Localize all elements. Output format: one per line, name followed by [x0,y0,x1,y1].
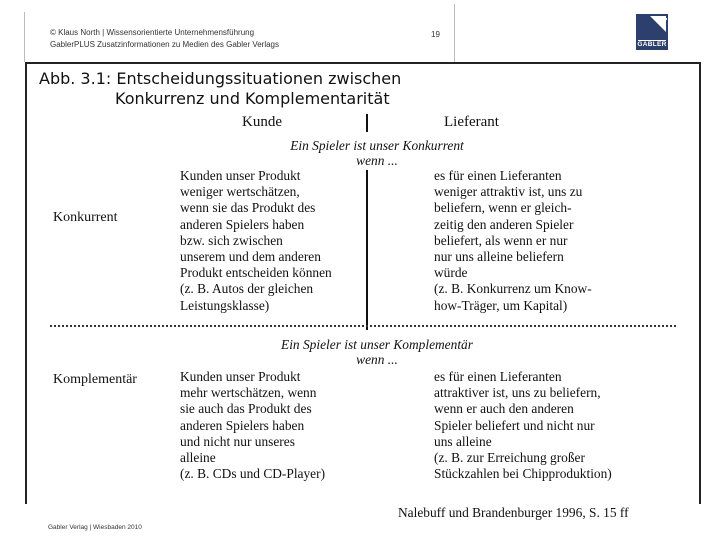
konkurrent-lieferant-text: es für einen Lieferanten weniger attraktiv ist, uns zu beliefern, wenn er gleich- zeitig den anderen Spieler beliefert, als wenn er nur nur uns alleine beliefern würde (z. B. Konkurrenz um Know- how-Träger, um Kapital) [434,168,592,313]
section-komplementaer-heading-line1: Ein Spieler ist unser Komplementär [281,337,473,352]
gabler-logo [636,14,668,50]
column-header-lieferant: Lieferant [444,114,499,130]
konkurrent-kunde-text: Kunden unser Produkt weniger wertschätzen, wenn sie das Produkt des anderen Spielers haben bzw. sich zwischen unserem und dem anderen Produkt entscheiden können (z. B. Autos der gleichen Leistungsklasse) [180,168,332,313]
section-separator [50,325,676,327]
header-divider-right [454,4,455,62]
footer-publisher: Gabler Verlag | Wiesbaden 2010 [48,524,142,531]
komplementaer-kunde-text: Kunden unser Produkt mehr wertschätzen, wenn sie auch das Produkt des anderen Spielers haben und nicht nur unseres alleine (z. B. CDs und CD-Player) [180,369,326,482]
source-citation: Nalebuff und Brandenburger 1996, S. 15 ff [398,505,629,520]
page-number: 19 [431,30,440,39]
section-komplementaer-heading [227,337,527,367]
header-publisher: GablerPLUS Zusatzinformationen zu Medien des Gabler Verlags [50,40,280,49]
komplementaer-lieferant-text: es für einen Lieferanten attraktiver ist, uns zu beliefern, wenn er auch den anderen Spieler beliefert und nicht nur uns alleine (z. B. zur Erreichung großer Stückzahlen bei Chipproduktion) [434,369,612,482]
gabler-logo-text: GABLER [637,41,667,48]
column-header-kunde: Kunde [242,114,282,130]
figure-title-line2: Konkurrenz und Komplementarität [115,89,390,108]
figure-title-line1: Abb. 3.1: Entscheidungssituationen zwischen [39,69,402,88]
section-konkurrent-heading-line1: Ein Spieler ist unser Konkurrent [290,138,464,153]
row-label-konkurrent: Konkurrent [53,210,118,225]
row-label-komplementaer: Komplementär [53,372,137,387]
column-divider-top [366,114,368,132]
section-konkurrent-divider [366,170,368,330]
section-konkurrent-heading [227,138,527,168]
section-komplementaer-heading-line2: wenn ... [356,352,398,367]
section-konkurrent-heading-line2: wenn ... [356,153,398,168]
header-divider-left [24,12,25,62]
header-copyright: © Klaus North | Wissensorientierte Unternehmensführung [50,28,255,37]
